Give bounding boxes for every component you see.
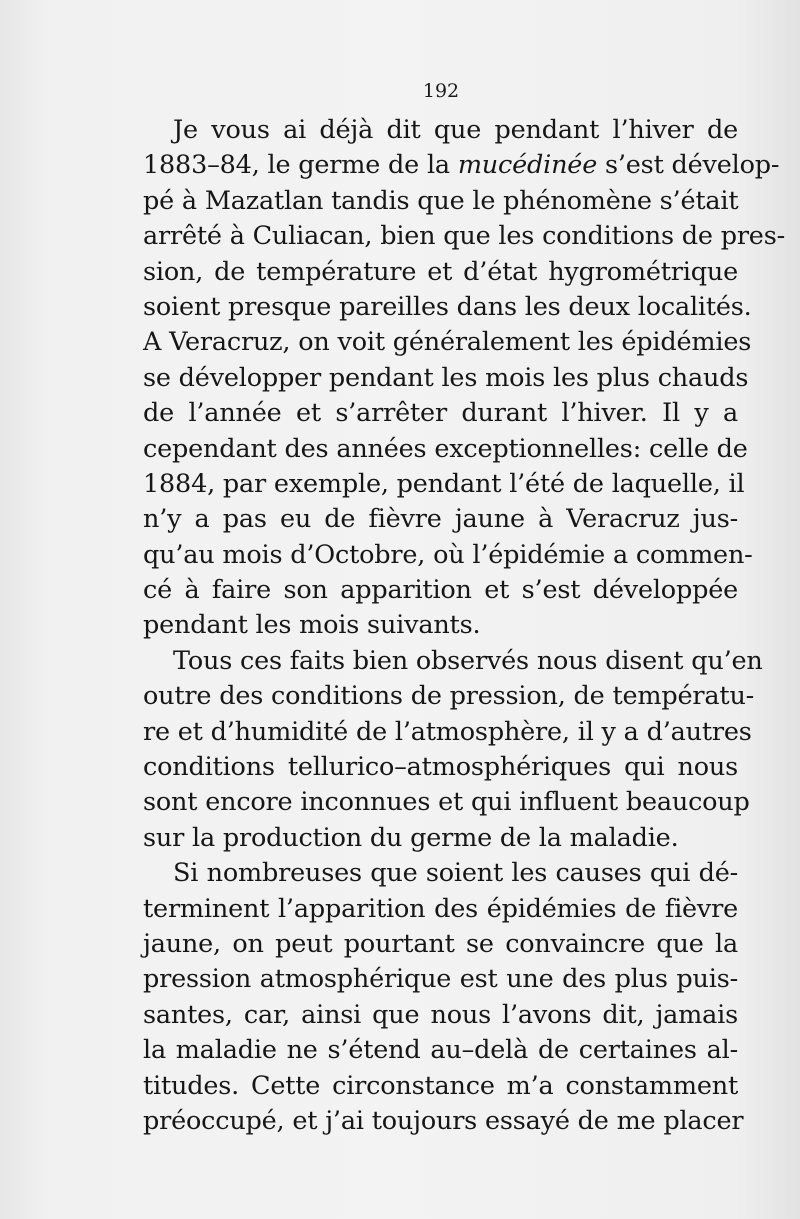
text-line: préoccupé, et j’ai toujours essayé de me placer <box>143 1105 744 1136</box>
text-line: cé à faire son apparition et s’est développée <box>143 575 738 606</box>
text-line: arrêté à Culiacan, bien que les conditions de pres- <box>143 221 786 252</box>
text-line: Tous ces faits bien observés nous disent qu’en <box>173 645 763 676</box>
text-line: se développer pendant les mois les plus chauds <box>143 362 749 393</box>
text-line: sion, de température et d’état hygrométrique <box>143 256 738 287</box>
italic-term: mucédinée <box>457 150 598 181</box>
text-line: 1883–84, le germe de la mucédinée s’est dévelop- <box>143 150 780 181</box>
text-line: Si nombreuses que soient les causes qui dé- <box>173 858 738 889</box>
text-line: pendant les mois suivants. <box>143 610 481 641</box>
text-line: qu’au mois d’Octobre, où l’épidémie a commen- <box>143 539 753 570</box>
text-line: la maladie ne s’étend au–delà de certaines al- <box>143 1035 738 1066</box>
page-number: 192 <box>422 80 460 102</box>
text-line: sont encore inconnues et qui influent beaucoup <box>143 787 750 818</box>
text-line: conditions tellurico–atmosphériques qui nous <box>143 752 738 783</box>
body-text <box>143 113 786 1139</box>
text-line: soient presque pareilles dans les deux localités. <box>143 291 752 322</box>
text-line: sur la production du germe de la maladie. <box>143 822 679 853</box>
text-line: terminent l’apparition des épidémies de fièvre <box>143 893 738 924</box>
text-line: cependant des années exceptionnelles: celle de <box>143 433 748 464</box>
text-line: n’y a pas eu de fièvre jaune à Veracruz jus- <box>143 504 738 535</box>
text-line: pression atmosphérique est une des plus puis- <box>143 964 738 995</box>
text-line: 1884, par exemple, pendant l’été de laquelle, il <box>143 468 745 499</box>
text-line: Je vous ai déjà dit que pendant l’hiver de <box>173 115 738 145</box>
text-line: jaune, on peut pourtant se convaincre que la <box>143 928 738 959</box>
text-line: re et d’humidité de l’atmosphère, il y a d’autres <box>143 716 752 747</box>
text-line: santes, car, ainsi que nous l’avons dit, jamais <box>143 999 738 1030</box>
text-line: titudes. Cette circonstance m’a constamment <box>143 1070 738 1101</box>
text-line: de l’année et s’arrêter durant l’hiver. Il y a <box>143 398 738 429</box>
text-line: outre des conditions de pression, de températu- <box>143 681 755 712</box>
text-line: pé à Mazatlan tandis que le phénomène s’était <box>143 185 739 216</box>
text-line: A Veracruz, on voit généralement les épidémies <box>143 327 752 358</box>
